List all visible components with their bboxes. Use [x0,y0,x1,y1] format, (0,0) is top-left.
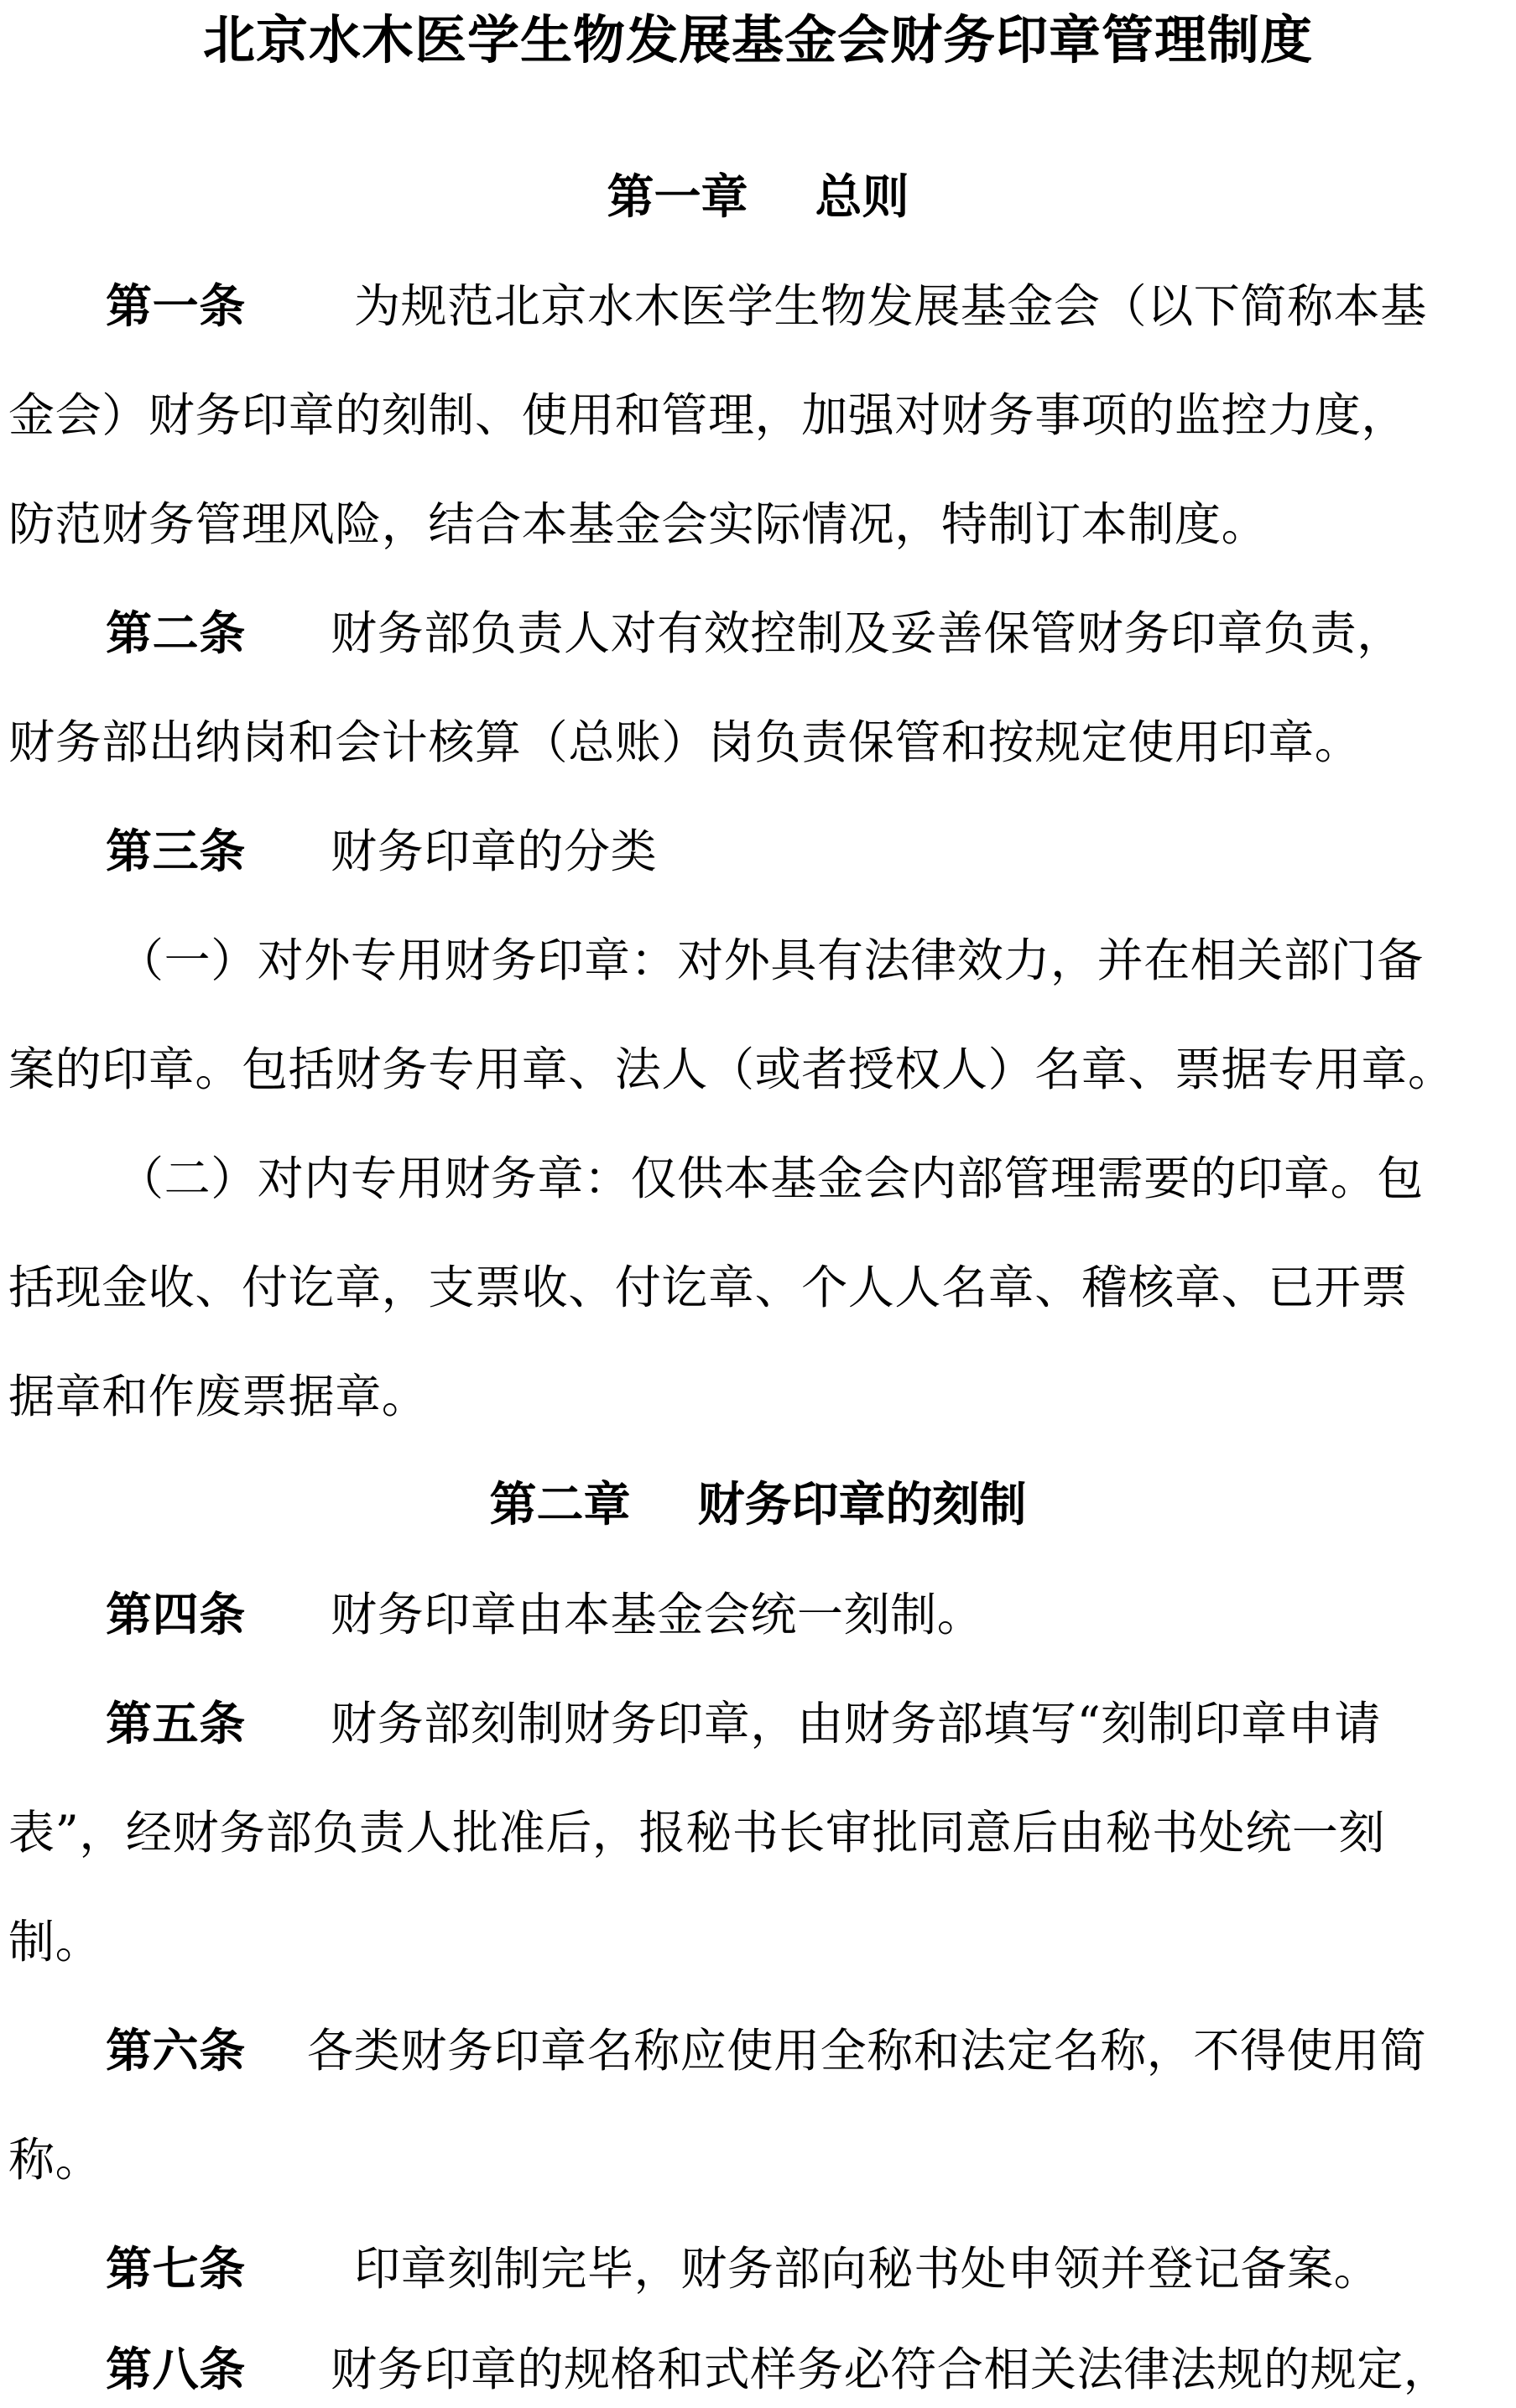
chapter-heading-2 [0,1472,1516,1539]
article-3-line-1 [106,818,1510,885]
article-text: 财务部负责人对有效控制及妥善保管财务印章负责， [331,606,1404,660]
article-label: 第八条 [106,2343,246,2396]
item-2-line-1: （二）对内专用财务章：仅供本基金会内部管理需要的印章。包 [117,1152,1424,1205]
item-1-line-2: 案的印章。包括财务专用章、法人（或者授权人）名章、票据专用章。 [8,1043,1455,1096]
article-1-line-1 [106,273,1510,340]
article-label: 第二条 [106,606,246,660]
article-1-line-2: 金会）财务印章的刻制、使用和管理，加强对财务事项的监控力度， [8,388,1409,442]
article-5-line-1 [106,1690,1510,1757]
article-5-line-2: 表”，经财务部负责人批准后，报秘书长审批同意后由秘书处统一刻 [8,1806,1386,1859]
article-2-line-2: 财务部出纳岗和会计核算（总账）岗负责保管和按规定使用印章。 [8,715,1362,769]
article-6-line-1 [106,2017,1510,2084]
article-8-line-1 [106,2336,1510,2403]
article-text: 各类财务印章名称应使用全称和法定名称，不得使用简 [307,2024,1427,2078]
article-6-line-2: 称。 [8,2133,102,2187]
item-1-line-1: （一）对外专用财务印章：对外具有法律效力，并在相关部门备 [117,934,1424,987]
article-text: 财务印章由本基金会统一刻制。 [331,1588,984,1641]
item-2-line-3: 据章和作废票据章。 [8,1370,429,1423]
article-label: 第三条 [106,824,246,878]
article-label: 第七条 [106,2242,246,2296]
article-label: 第一条 [106,279,246,333]
article-1-line-3: 防范财务管理风险，结合本基金会实际情况，特制订本制度。 [8,497,1269,551]
article-text: 财务印章的分类 [331,824,658,878]
chapter-heading-1 [0,164,1516,231]
article-2-line-1 [106,600,1510,667]
article-text: 财务部刻制财务印章，由财务部填写“刻制印章申请 [331,1697,1381,1750]
item-2-line-2: 括现金收、付讫章，支票收、付讫章、个人人名章、稽核章、已开票 [8,1261,1409,1314]
article-text: 财务印章的规格和式样务必符合相关法律法规的规定， [331,2343,1451,2396]
chapter-number: 第二章 [489,1478,631,1532]
article-text: 为规范北京水木医学生物发展基金会（以下简称本基 [354,279,1427,333]
chapter-number: 第一章 [607,170,748,225]
article-5-line-3: 制。 [8,1915,102,1969]
article-text: 印章刻制完毕，财务部向秘书处申领并登记备案。 [354,2242,1381,2296]
article-label: 第四条 [106,1588,246,1641]
chapter-name: 财务印章的刻制 [697,1478,1027,1532]
document-title: 北京水木医学生物发展基金会财务印章管理制度 [202,9,1313,70]
article-label: 第五条 [106,1697,246,1750]
chapter-name: 总则 [815,170,909,225]
article-label: 第六条 [106,2024,246,2078]
article-7-line-1 [106,2235,1510,2302]
article-4-line-1 [106,1581,1510,1648]
